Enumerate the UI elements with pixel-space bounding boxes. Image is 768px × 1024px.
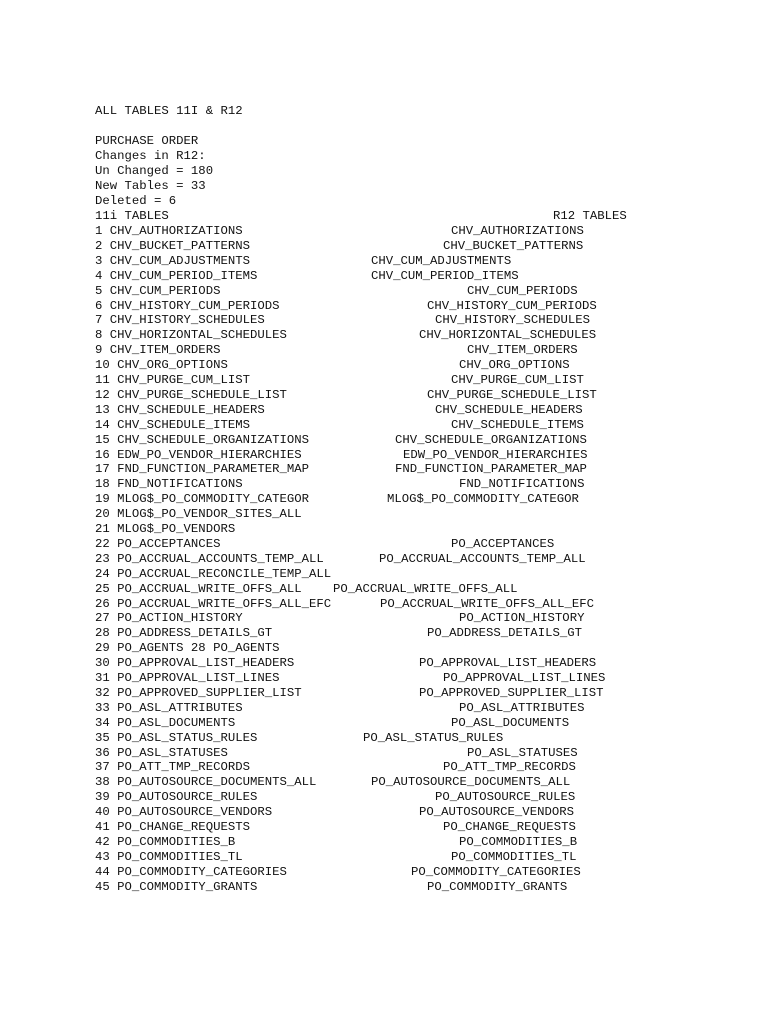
- table-row-11i: 20 MLOG$_PO_VENDOR_SITES_ALL: [95, 507, 302, 521]
- table-row-11i: 10 CHV_ORG_OPTIONS: [95, 358, 228, 372]
- table-row-r12: CHV_PURGE_CUM_LIST: [451, 373, 584, 387]
- table-row-11i: 41 PO_CHANGE_REQUESTS: [95, 820, 250, 834]
- table-row-r12: CHV_HISTORY_SCHEDULES: [435, 313, 590, 327]
- table-row-11i: 28 PO_ADDRESS_DETAILS_GT: [95, 626, 273, 640]
- table-row-11i: 34 PO_ASL_DOCUMENTS: [95, 716, 236, 730]
- document-title: ALL TABLES 11I & R12: [95, 104, 243, 118]
- table-row-r12: PO_ASL_STATUS_RULES: [363, 731, 504, 745]
- table-row-11i: 27 PO_ACTION_HISTORY: [95, 611, 243, 625]
- column-header-r12: R12 TABLES: [553, 209, 627, 223]
- table-row-r12: PO_APPROVAL_LIST_HEADERS: [419, 656, 597, 670]
- table-row-r12: PO_APPROVAL_LIST_LINES: [443, 671, 606, 685]
- table-row-r12: CHV_CUM_PERIODS: [467, 284, 578, 298]
- table-row-11i: 4 CHV_CUM_PERIOD_ITEMS: [95, 269, 258, 283]
- table-row-r12: CHV_ITEM_ORDERS: [467, 343, 578, 357]
- table-row-r12: CHV_HORIZONTAL_SCHEDULES: [419, 328, 597, 342]
- table-row-r12: CHV_SCHEDULE_HEADERS: [435, 403, 583, 417]
- table-row-11i: 19 MLOG$_PO_COMMODITY_CATEGOR: [95, 492, 310, 506]
- table-row-r12: PO_ADDRESS_DETAILS_GT: [427, 626, 582, 640]
- table-row-r12: CHV_HISTORY_CUM_PERIODS: [427, 299, 597, 313]
- table-row-r12: PO_CHANGE_REQUESTS: [443, 820, 576, 834]
- table-row-r12: PO_ACCRUAL_WRITE_OFFS_ALL: [333, 582, 518, 596]
- table-row-r12: EDW_PO_VENDOR_HIERARCHIES: [403, 448, 588, 462]
- table-row-r12: PO_ASL_DOCUMENTS: [451, 716, 570, 730]
- table-row-11i: 21 MLOG$_PO_VENDORS: [95, 522, 236, 536]
- table-row-r12: PO_ACCRUAL_ACCOUNTS_TEMP_ALL: [379, 552, 586, 566]
- table-row-11i: 25 PO_ACCRUAL_WRITE_OFFS_ALL: [95, 582, 302, 596]
- table-row-r12: CHV_BUCKET_PATTERNS: [443, 239, 584, 253]
- table-row-r12: PO_APPROVED_SUPPLIER_LIST: [419, 686, 604, 700]
- table-row-r12: CHV_CUM_PERIOD_ITEMS: [371, 269, 519, 283]
- table-row-11i: 3 CHV_CUM_ADJUSTMENTS: [95, 254, 250, 268]
- table-row-11i: 23 PO_ACCRUAL_ACCOUNTS_TEMP_ALL: [95, 552, 324, 566]
- unchanged-count: Un Changed = 180: [95, 164, 214, 178]
- table-row-r12: PO_COMMODITY_CATEGORIES: [411, 865, 581, 879]
- table-row-11i: 17 FND_FUNCTION_PARAMETER_MAP: [95, 462, 310, 476]
- table-row-11i: 32 PO_APPROVED_SUPPLIER_LIST: [95, 686, 302, 700]
- table-row-11i: 38 PO_AUTOSOURCE_DOCUMENTS_ALL: [95, 775, 317, 789]
- table-row-11i: 15 CHV_SCHEDULE_ORGANIZATIONS: [95, 433, 310, 447]
- table-row-11i: 31 PO_APPROVAL_LIST_LINES: [95, 671, 280, 685]
- deleted-count: Deleted = 6: [95, 194, 177, 208]
- table-row-11i: 26 PO_ACCRUAL_WRITE_OFFS_ALL_EFC: [95, 597, 332, 611]
- table-row-11i: 22 PO_ACCEPTANCES: [95, 537, 221, 551]
- table-row-11i: 13 CHV_SCHEDULE_HEADERS: [95, 403, 265, 417]
- table-row-11i: 5 CHV_CUM_PERIODS: [95, 284, 221, 298]
- table-row-r12: PO_AUTOSOURCE_DOCUMENTS_ALL: [371, 775, 571, 789]
- table-row-r12: CHV_PURGE_SCHEDULE_LIST: [427, 388, 597, 402]
- table-row-11i: 18 FND_NOTIFICATIONS: [95, 477, 243, 491]
- table-row-11i: 1 CHV_AUTHORIZATIONS: [95, 224, 243, 238]
- table-row-r12: PO_ATT_TMP_RECORDS: [443, 760, 576, 774]
- table-row-r12: CHV_AUTHORIZATIONS: [451, 224, 584, 238]
- table-row-11i: 2 CHV_BUCKET_PATTERNS: [95, 239, 250, 253]
- table-row-11i: 14 CHV_SCHEDULE_ITEMS: [95, 418, 250, 432]
- table-row-r12: CHV_CUM_ADJUSTMENTS: [371, 254, 512, 268]
- new-tables-count: New Tables = 33: [95, 179, 206, 193]
- table-row-r12: PO_AUTOSOURCE_VENDORS: [419, 805, 574, 819]
- table-row-11i: 44 PO_COMMODITY_CATEGORIES: [95, 865, 287, 879]
- table-row-r12: CHV_SCHEDULE_ORGANIZATIONS: [395, 433, 587, 447]
- table-row-11i: 6 CHV_HISTORY_CUM_PERIODS: [95, 299, 280, 313]
- table-row-11i: 39 PO_AUTOSOURCE_RULES: [95, 790, 258, 804]
- table-row-r12: FND_NOTIFICATIONS: [459, 477, 585, 491]
- section-title: PURCHASE ORDER: [95, 134, 199, 148]
- table-row-r12: PO_COMMODITIES_B: [459, 835, 578, 849]
- table-row-r12: FND_FUNCTION_PARAMETER_MAP: [395, 462, 587, 476]
- table-row-11i: 29 PO_AGENTS 28 PO_AGENTS: [95, 641, 280, 655]
- table-row-11i: 30 PO_APPROVAL_LIST_HEADERS: [95, 656, 295, 670]
- table-row-11i: 42 PO_COMMODITIES_B: [95, 835, 236, 849]
- table-row-r12: PO_ACCEPTANCES: [451, 537, 555, 551]
- table-row-r12: PO_COMMODITIES_TL: [451, 850, 577, 864]
- table-row-r12: CHV_ORG_OPTIONS: [459, 358, 570, 372]
- table-row-11i: 36 PO_ASL_STATUSES: [95, 746, 228, 760]
- table-row-11i: 11 CHV_PURGE_CUM_LIST: [95, 373, 250, 387]
- table-row-r12: CHV_SCHEDULE_ITEMS: [451, 418, 584, 432]
- column-header-11i: 11i TABLES: [95, 209, 169, 223]
- changes-label: Changes in R12:: [95, 149, 206, 163]
- table-row-11i: 8 CHV_HORIZONTAL_SCHEDULES: [95, 328, 287, 342]
- table-row-11i: 24 PO_ACCRUAL_RECONCILE_TEMP_ALL: [95, 567, 332, 581]
- table-row-11i: 16 EDW_PO_VENDOR_HIERARCHIES: [95, 448, 302, 462]
- table-row-11i: 45 PO_COMMODITY_GRANTS: [95, 880, 258, 894]
- table-row-11i: 43 PO_COMMODITIES_TL: [95, 850, 243, 864]
- table-row-11i: 7 CHV_HISTORY_SCHEDULES: [95, 313, 265, 327]
- table-row-r12: MLOG$_PO_COMMODITY_CATEGOR: [387, 492, 579, 506]
- table-row-11i: 35 PO_ASL_STATUS_RULES: [95, 731, 258, 745]
- table-row-r12: PO_AUTOSOURCE_RULES: [435, 790, 576, 804]
- table-row-r12: PO_ACCRUAL_WRITE_OFFS_ALL_EFC: [380, 597, 595, 611]
- table-row-r12: PO_ASL_ATTRIBUTES: [459, 701, 585, 715]
- table-row-11i: 40 PO_AUTOSOURCE_VENDORS: [95, 805, 273, 819]
- table-row-r12: PO_COMMODITY_GRANTS: [427, 880, 568, 894]
- table-row-11i: 12 CHV_PURGE_SCHEDULE_LIST: [95, 388, 287, 402]
- table-row-11i: 33 PO_ASL_ATTRIBUTES: [95, 701, 243, 715]
- table-row-r12: PO_ASL_STATUSES: [467, 746, 578, 760]
- table-row-11i: 9 CHV_ITEM_ORDERS: [95, 343, 221, 357]
- table-row-r12: PO_ACTION_HISTORY: [459, 611, 585, 625]
- table-row-11i: 37 PO_ATT_TMP_RECORDS: [95, 760, 250, 774]
